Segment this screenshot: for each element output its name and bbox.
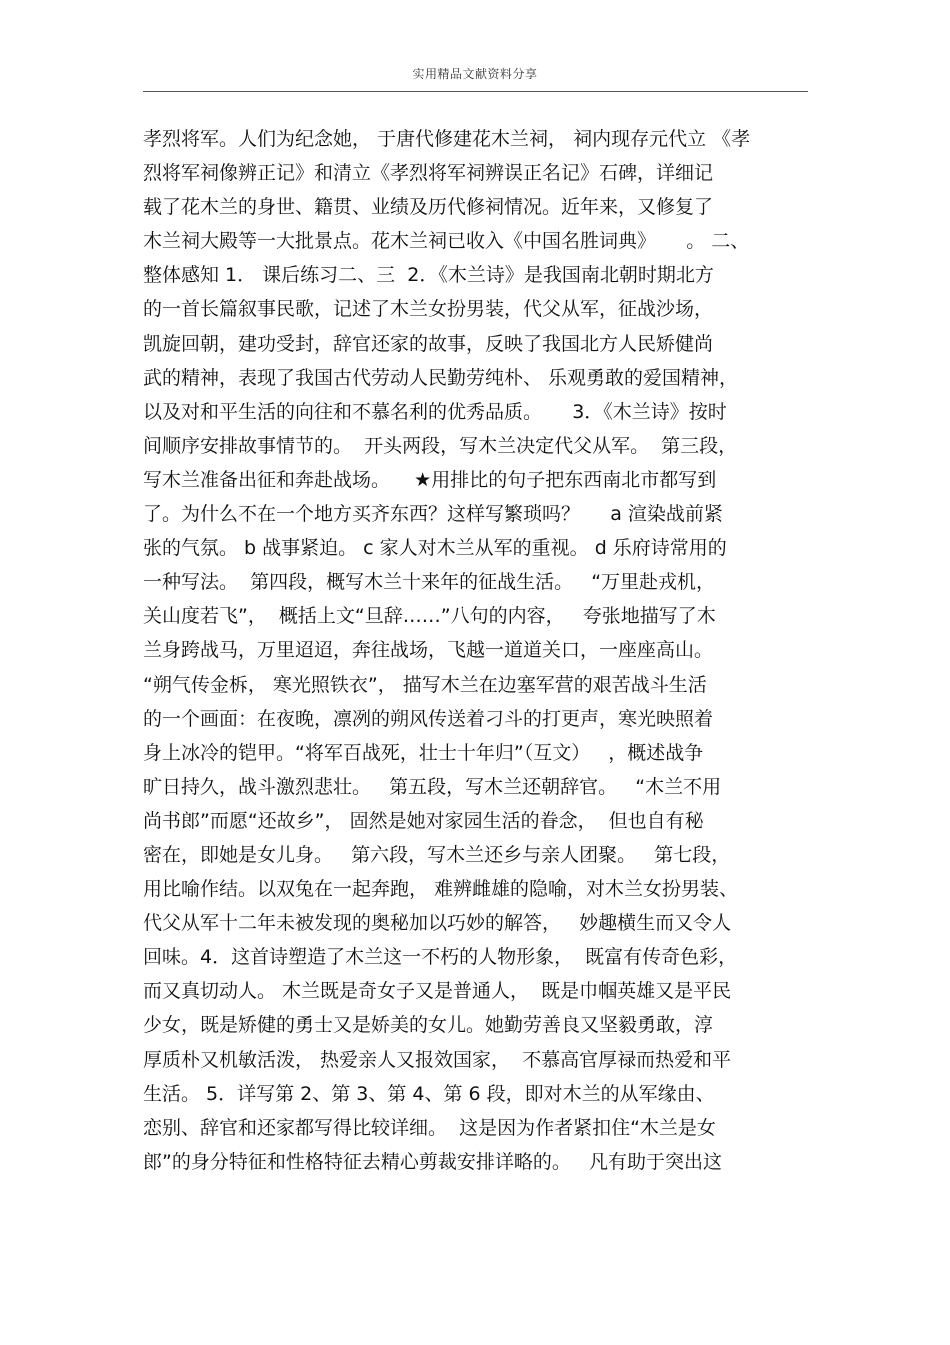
text-line: 密在，即她是女儿身。 第六段，写木兰还乡与亲人团聚。 第七段，	[143, 843, 731, 866]
text-line: 而又真切动人。 木兰既是奇女子又是普通人， 既是巾帼英雄又是平民	[143, 980, 732, 1003]
text-line: 烈将军祠像辨正记》和清立《孝烈将军祠辨误正名记》石碑，详细记	[143, 162, 714, 185]
text-line: 间顺序安排故事情节的。 开头两段，写木兰决定代父从军。 第三段，	[143, 434, 738, 457]
text-line: 以及对和平生活的向往和不慕名利的优秀品质。 3．《木兰诗》按时	[143, 400, 727, 423]
text-line: 生活。 5．详写第 2、第 3、第 4、第 6 段，即对木兰的从军缘由、	[143, 1082, 715, 1105]
text-line: 少女，既是矫健的勇士又是娇美的女儿。她勤劳善良又坚毅勇敢，淳	[143, 1014, 714, 1037]
text-line: 恋别、辞官和还家都写得比较详细。 这是因为作者紧扣住“木兰是女	[143, 1116, 716, 1139]
text-line: 用比喻作结。以双兔在一起奔跑， 难辨雌雄的隐喻，对木兰女扮男装、	[143, 878, 739, 901]
text-line: 张的气氛。 b 战事紧迫。 c 家人对木兰从军的重视。 d 乐府诗常用的	[143, 537, 727, 560]
header-divider	[143, 91, 808, 92]
text-line: 的一首长篇叙事民歌，记述了木兰女扮男装，代父从军，征战沙场，	[143, 298, 714, 321]
text-line: 了。为什么不在一个地方买齐东西？这样写繁琐吗？ a 渲染战前紧	[143, 503, 723, 526]
text-line: 整体感知 1． 课后练习二、三 2．《木兰诗》是我国南北朝时期北方	[143, 264, 714, 287]
text-line: 兰身跨战马，万里迢迢，奔往战场，飞越一道道关口，一座座高山。	[143, 639, 714, 662]
text-line: 回味。4．这首诗塑造了木兰这一不朽的人物形象， 既富有传奇色彩，	[143, 946, 738, 969]
text-line: 孝烈将军。人们为纪念她， 于唐代修建花木兰祠， 祠内现存元代立 《孝	[143, 128, 751, 150]
text-line: 的一个画面：在夜晚，凛冽的朔风传送着刁斗的打更声，寒光映照着	[143, 707, 714, 730]
text-line: 代父从军十二年未被发现的奥秘加以巧妙的解答， 妙趣横生而又令人	[143, 912, 732, 935]
text-line: 关山度若飞”， 概括上文“旦辞……”八句的内容， 夸张地描写了木	[143, 605, 716, 628]
text-line: 身上冰冷的铠甲。“将军百战死，壮士十年归”（互文） ，概述战争	[143, 741, 704, 764]
text-line: 厚质朴又机敏活泼， 热爱亲人又报效国家， 不慕高官厚禄而热爱和平	[143, 1048, 732, 1071]
text-line: 尚书郎”而愿“还故乡”， 固然是她对家园生活的眷念， 但也自有秘	[143, 809, 704, 832]
text-line: 郎”的身分特征和性格特征去精心剪裁安排详略的。 凡有助于突出这	[143, 1150, 722, 1173]
text-line: “朔气传金柝， 寒光照铁衣”， 描写木兰在边塞军营的艰苦战斗生活	[143, 673, 707, 696]
text-line: 载了花木兰的身世、籍贯、业绩及历代修祠情况。近年来，又修复了	[143, 196, 714, 219]
text-line: 旷日持久，战斗激烈悲壮。 第五段，写木兰还朝辞官。 “木兰不用	[143, 775, 722, 798]
text-line: 木兰祠大殿等一大批景点。花木兰祠已收入《中国名胜词典》 。 二、	[143, 230, 750, 253]
text-line: 一种写法。 第四段，概写木兰十来年的征战生活。 “万里赴戎机，	[143, 571, 716, 594]
document-body	[143, 122, 823, 1179]
text-line: 武的精神，表现了我国古代劳动人民勤劳纯朴、 乐观勇敢的爱国精神，	[143, 366, 739, 389]
text-line: 凯旋回朝，建功受封，辞官还家的故事，反映了我国北方人民矫健尚	[143, 332, 714, 355]
page-header: 实用精品文献资料分享	[412, 67, 538, 81]
text-line: 写木兰准备出征和奔赴战场。 ★用排比的句子把东西南北市都写到	[143, 468, 717, 491]
